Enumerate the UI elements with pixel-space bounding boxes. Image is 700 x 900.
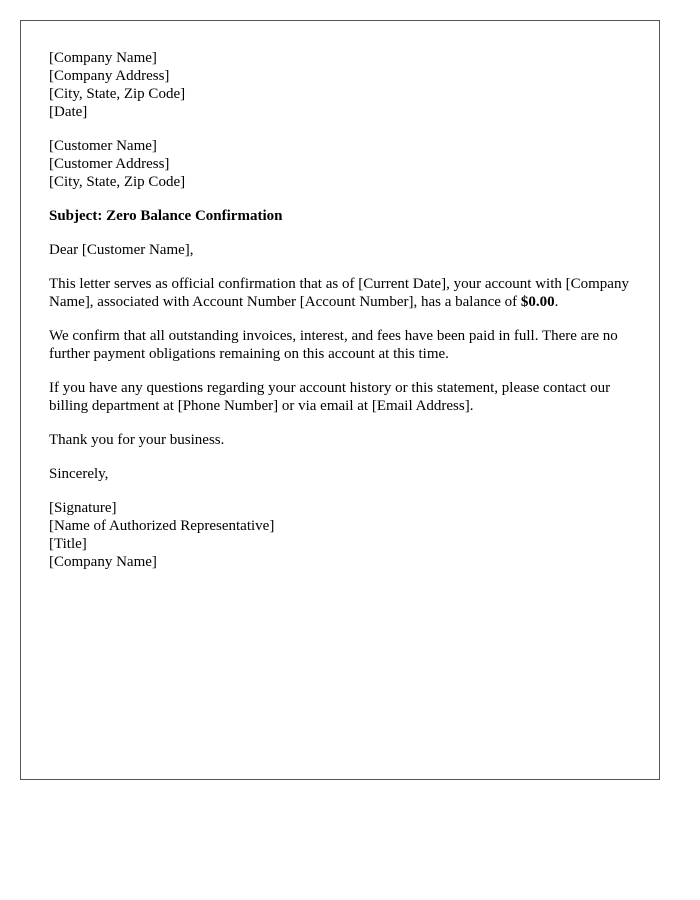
sender-address-block — [49, 49, 633, 121]
letter-date: [Date] — [49, 104, 88, 120]
letter-page — [20, 20, 660, 780]
recipient-city-state-zip: [City, State, Zip Code] — [49, 174, 186, 190]
letter-greeting: Dear [Customer Name], — [49, 242, 194, 258]
signature-placeholder: [Signature] — [49, 500, 117, 516]
balance-amount: $0.00 — [520, 294, 555, 310]
closing-line: Sincerely, — [49, 466, 109, 482]
signature-block — [49, 499, 633, 571]
sender-company-name: [Company Name] — [49, 50, 157, 66]
sender-city-state-zip: [City, State, Zip Code] — [49, 86, 186, 102]
confirmation-period: . — [554, 294, 559, 310]
thanks-line: Thank you for your business. — [49, 432, 225, 448]
payment-status-paragraph: We confirm that all outstanding invoices, interest, and fees have been paid in full. There are no further payment obligations remaining on this account at this time. — [49, 328, 618, 362]
recipient-name: [Customer Name] — [49, 138, 157, 154]
sender-company-address: [Company Address] — [49, 68, 170, 84]
confirmation-paragraph — [49, 275, 633, 311]
representative-name: [Name of Authorized Representative] — [49, 518, 275, 534]
representative-title: [Title] — [49, 536, 87, 552]
confirmation-text: This letter serves as official confirmation that as of [Current Date], your account with [Company Name], associated with Account Number [Account Number], has a balance of — [49, 276, 629, 310]
contact-paragraph: If you have any questions regarding your account history or this statement, please contact our billing department at [Phone Number] or via email at [Email Address]. — [49, 380, 611, 414]
letter-subject: Subject: Zero Balance Confirmation — [49, 208, 283, 224]
recipient-address: [Customer Address] — [49, 156, 170, 172]
recipient-address-block — [49, 137, 633, 191]
signature-company-name: [Company Name] — [49, 554, 157, 570]
letter-content — [49, 49, 633, 571]
